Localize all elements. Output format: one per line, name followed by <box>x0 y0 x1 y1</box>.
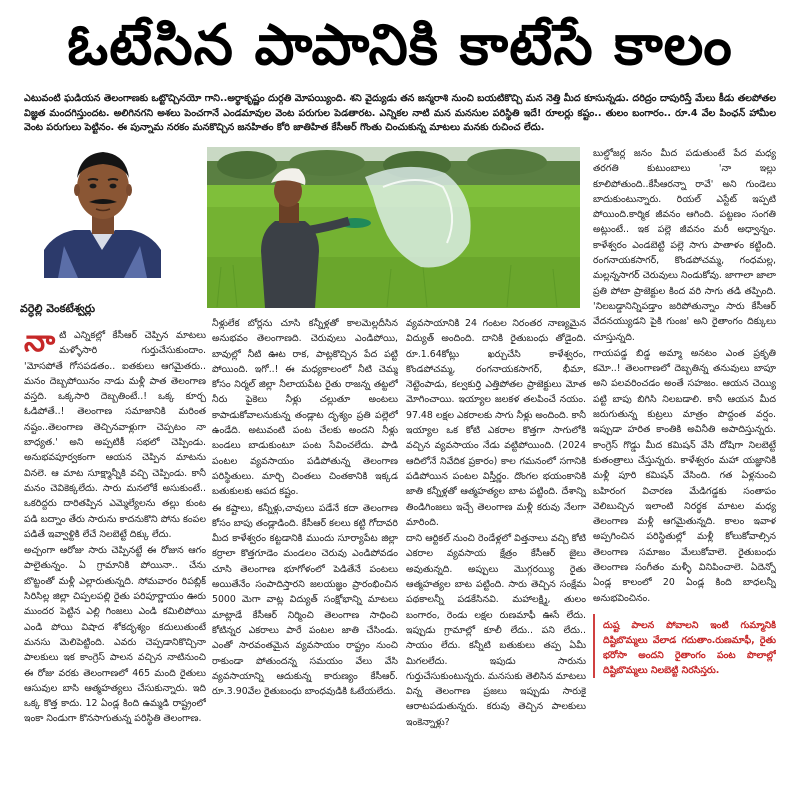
article-column-4 <box>593 146 776 808</box>
drop-cap: నా <box>24 328 56 359</box>
paragraph: అచ్చంగా ఆరోజు సారు చెప్పినట్టే ఈ రోజున ఆగం పాలైతున్నం. ఏ గ్రామానికి పోయినా.. చేను బొట్టంతో మళ్లీ ఎల్లారుతున్నది. సోమవారం రిపబ్లిక్ సిరిసిల్ల జిల్లా చిప్పలపల్లి రైతు పరిపూర్ణాయం ఊరు ముందర పెట్టిన ఎల్లి గింజలు ఎండి కమిలిపోయి ఎండి పోయి విషాద శోకదృశ్యం కదులుతుంటే మనసు మెలిపెట్టింది. ఎవరు చెప్పడానికొచ్చినా పాలకులు ఇక కాంగ్రెస్ పాలన వచ్చిన నాటినుంచి ఈ రోజు వరకు తెలంగాణలో 465 మంది రైతులు ఆసువుల బాసి ఆత్మహత్యలు చేసుకున్నారు. ఇది ఒక్క కొత్త కాదు. 12 ఏండ్ల కింది ఉమ్మడి రాష్ట్రంలో ఇంకా నిండుగా కొనసాగుతున్న పరిస్థితి తెలంగాణ. <box>24 545 206 725</box>
paragraph: బుల్డోజర్ల జనం మీద పడుతుంటే పేద మధ్య తరగతి కుటుంబాలు 'నా ఇల్లు కూలిపోతుంది..కేసీఆరన్నా రావే' అని గుండెలు బాదుకుంటున్నారు. రియల్ ఎస్టేట్ ఇప్పటి పోయింది.కార్మిక జీవనం ఆగింది. పట్టణం సంగతి అట్లుంటే.. ఇక పల్లె జీవనం మరీ అధ్వాన్నం. కాళేశ్వరం ఎండబెట్టి పల్లె సాగు పాతాళం కట్టింది. రంగనాయకసాగర్, కొండపోచమ్మ, గంధమల్ల, మల్లన్నసాగర్ చెరువులు నిండుకోవు. జాగాలా జాలా ప్రతి పోటా ప్రాజెక్టుల కింద వరి సాగు తడి తప్పింది. 'నిలబడ్డానిన్నిపడ్తాం జరిపోతున్నాం సారు కేసీఆర్ వేదనయ్యుడని పైకి గుంజ' అని రైతాంగం దిక్కులు చూస్తున్నది. <box>593 148 776 343</box>
paragraph: గాయపడ్డ బిడ్డ అమ్మా అనటం ఎంత ప్రకృతి కమో..! తెలంగాణలో దెబ్బతిన్న తనువులు బాపూ అని పలవరించడం అంతే సహజం. ఆయన చెయ్యి పట్టి బాపు బిగిసి నిలబడాలి. కానీ ఆయన మీద జరుగుతున్న కుట్రలు మాత్రం పొద్దంత వర్షం. ఇప్పుడా హరిత కాంతికి అవినీతి అపాదిస్తున్నరు. కాంగ్రెస్ గొడ్డు మీద కమిషన్ వేసి దోషిగా నిలబెట్టే కుతంత్రాలు చేస్తున్నరు. కాళేశ్వరం మహా యజ్ఞానికి మళ్లీ పూరి కమిషన్ వేసింది. గత ఏళ్లనుంచి బహిరంగ విచారణ మేడిగడ్డకు సంతాపం వెలిబుచ్చిన ఇలాంటి నిరర్థక మాటల మధ్య తెలంగాణ మళ్లీ ఆగమైతున్నది. కాలం ఇవాళ అప్పగించిన పరిస్థితుల్లో మళ్లీ కోలుకోవాల్సిన తెలంగాణ సమాజం మేలుకోవాలె. రైతుబంధు తెలంగాణ సంగీతం మళ్ళీ వినిపించాలె. ఏదెన్నో ఏండ్ల కాలంలో 20 ఏండ్ల కింది బాధలన్నీ అనుభవించినం. <box>593 347 776 604</box>
pull-quote: దుష్ట పాలన పోవాలని ఇంటి గుమ్మానికి దిష్టిబొమ్మలు వేలాడ గదుతాం.రుణమాఫీ, రైతు భరోసా అందని రైతాంగం పంట పొలాల్లో దిష్టిబొమ్మలు నిలబెట్టి నిరసిస్తరు. <box>593 614 776 678</box>
paragraph: ఈ కష్టాలు, కన్నీళ్లు,చావులు పడేనే కదా తెలంగాణ కోసం బాపు తండ్లాడింది. కేసీఆర్ కలలు కట్టి గోదావరి మీద కాళేశ్వరం కట్టడానికి ముందు సూర్యాపేట జిల్లా కర్రాలా కొత్తగూడెం మండలం చెరువు ఎండిపోవడం చూసి తెలంగాణ భూగోళంలో పెడితేనే పంటలు అయితేనేం సంపాదిస్తారని జలయజ్ఞం ప్రారంభించిన 5000 మెగా వాట్ల విద్యుత్ సంక్షోభాన్ని మాటలు మాట్లాడే కేసీఆర్ నిర్మించి తెలంగాణ సాధించి కోటిన్నర ఎకరాలు పారే పంటల జాతి చేసిండు. ఎంతో సారవంతమైన వ్యవసాయం రాష్ట్రం నుంచి రాకుండా పోతుందన్న సమయం వేలు వేసి వ్యవసాయాన్ని ఆదుకున్న కారుణ్యం కేసీఆర్. రూ.3.90వేల రైతుబంధు బాంధవుడికి ఓటేయలేదు. <box>212 502 398 698</box>
farmer-photo <box>207 147 580 308</box>
paragraph: టి ఎన్నికల్లో కేసీఆర్ చెప్పిన మాటలు మళ్ళోసారి గుర్తుచేసుకుందాం. 'మోసపోతే గోసపడతం.. ఐతకులు ఆగమైతరు.. మనం దెబ్బపోయినం నాడు మళ్లీ పాత తెలంగాణ వస్తది. ఒక్కసారి దెబ్బతింటే..! ఒక్క కూర్చ ఓడిపోతే..! తెలంగాణ సమాజానికి మరింత నష్టం..తెలంగాణ తెచ్చినవాళ్లుగా చెప్పటం నా బాధ్యత.' అని అప్పటికీ సభలో చెప్పిండు. అనుభవపూర్వకంగా ఆయన చెప్పిన మాటను వినలె. ఆ మాట సూక్ష్మాన్నీకి వచ్చి చెప్పిండు. కానీ మనం చెవికెక్కలేదు. సారు మనలోకే అసుకుంటే.. ఒకరిద్దరు దారితప్పిన ఎమ్మెల్యేలను తల్లు కుంట పడి బద్నాం తేరు సారును కాదనుకొని పోను కంపల పడితే ఇవ్వాళ్టికి లేచే నిలబెట్టే దిక్కు లేదు. <box>24 330 206 540</box>
headline: ఓటేసిన పాపానికి కాటేసే కాలం <box>67 13 733 78</box>
intro-paragraph: ఎటువంటి ఘడియన తెలంగాణకు ఒట్టొచ్చినయో గాని..అర్థాకృష్ణం దుర్గతి మోపయ్యింది. శని వైద్యుడు తన జన్మరాశి నుంచి బయటికొచ్చి మన నెత్తి మీద కూసున్నడు. దరిద్రం దాపురిస్తే మేలు కీడు తలపోతల విజ్ఞత మందగిస్తుందట. అలిగినగని అశలు పెంచగానే ఎండమావుల వెంట పరుగుల పెడతారట. ఎన్నికల నాటి మన మనసుల పరిస్థితి ఇదే! రూలర్లు కష్టం.. తులం బంగారం.. రూ.4 వేల పింఛన్ హామీల వెంట పరుగులు పెట్టినం. ఈ పున్నామ నరకం మనకొచ్చిన జనహితం కోరి జాతిహిత కేసీఆర్ గొంతు చించుకున్న మాటలు మనకు రుచించ లేదు. <box>24 93 776 133</box>
paragraph: దాని ఆర్టికల్ నుంచి రెండేళ్లలో విత్తనాలు వచ్చి కోటి ఎకరాల వ్యవసాయ క్షేత్రం కేసీఆర్ జైలు అవుతున్నది. అప్పులు మొగ్గరయ్యి రైతు ఆత్మహత్యల బాట పట్టింది. సారు తెచ్చిన సంక్షేమ పథకాలన్నీ పడకేసినవి. మహాలక్ష్మి, తులం బంగారం, రెండు లక్షల రుణమాఫీ ఊసే లేదు. ఇప్పుడు గ్రామాల్లో కూలీ లేదు.. పని లేదు.. సాయం లేదు. కన్నీటి బతుకులు తప్ప ఏమీ మిగలలేదు. ఇపుడు సారును గుర్తుచేసుకుంటున్నరు. మనసుకు తెలిసిన మాటలు విన్న తెలంగాణ ప్రజలు ఇప్పుడు సారుకై ఆరాటపడుతున్నరు. కరువు తెచ్చిన పాలకులు ఇంకెన్నాళ్లు? <box>406 533 586 728</box>
article-column-2 <box>212 316 398 808</box>
byline: వర్ధెల్లి వెంకటేశ్వర్లు <box>20 302 96 315</box>
article-column-1 <box>24 328 206 808</box>
paragraph: వ్యవసాయానికి 24 గంటల నిరంతర నాణ్యమైన విద్యుత్ అందింది. దానికి రైతుబంధు తోడైంది. రూ.1.64కోట్లు ఖర్చుచేసి కాళేశ్వరం, కొండపోచమ్మ, రంగనాయకసాగర్, భీమా, నెట్టెంపాడు, కల్వకుర్తి ఎత్తిపోతల ప్రాజెక్టులు మోత మోగించాయి. ఇయ్యాల జలకళ తలపించే నయం. 97.48 లక్షల ఎకరాలకు సాగు నీళ్లు అందింది. కానీ ఇయ్యాల ఒక కోటి ఎకరాల కొత్తగా సాగులోకి వచ్చిన వ్యవసాయం నేడు వట్టిపోయింది. (2024 ఆదిలోనే నివేదిక ప్రకారం) కాల గమనంలో సగానికి పడిపోయిన పంటల విస్తీర్ణం. దొంగల భయంకానికి జాతి కన్నీళ్లతో ఆత్మహత్యల బాట పట్టింది. దేశాన్ని తిండిగింజలు ఇచ్చే తెలంగాణ మళ్లీ కరువు నేలగా మారింది. <box>406 318 586 528</box>
author-portrait <box>44 138 161 278</box>
article-column-3 <box>406 316 586 808</box>
paragraph: నీళ్లులేక బోర్లను చూసి కన్నీళ్లతో కాలమెల్లదీసిన అనుభవం తెలంగాణది. చెరువులు ఎండిపోయి, బావుల్లో నీటి ఊట రాక, పాట్లకొచ్చిన పేద పట్టి పోయింది. ఇగో..! ఈ మధ్యకాలంలో నీటి చెమ్మ కోసం నిర్మల్ జిల్లా నీలాయపేట రైతు రాజన్న తట్టలో నీరు పైకెలు నీళ్లు చల్లుతూ అంటలు కాపాడుకోవాలనుకున్న తండ్లాట దృశ్యం ప్రతి పల్లెలో ఉండేది. అటువంటి పంట చేలకు అందని నీళ్లు బండలు బాడుకుంటూ పంట సేవించలేదు. పాడి పంటల వ్యవసాయం పడిపోతున్న తెలంగాణ పరిస్థితులు. మార్చి చింతలు చింతకానికి ఇక్కడ బతుకులకు ఆపద కష్టం. <box>212 318 398 498</box>
